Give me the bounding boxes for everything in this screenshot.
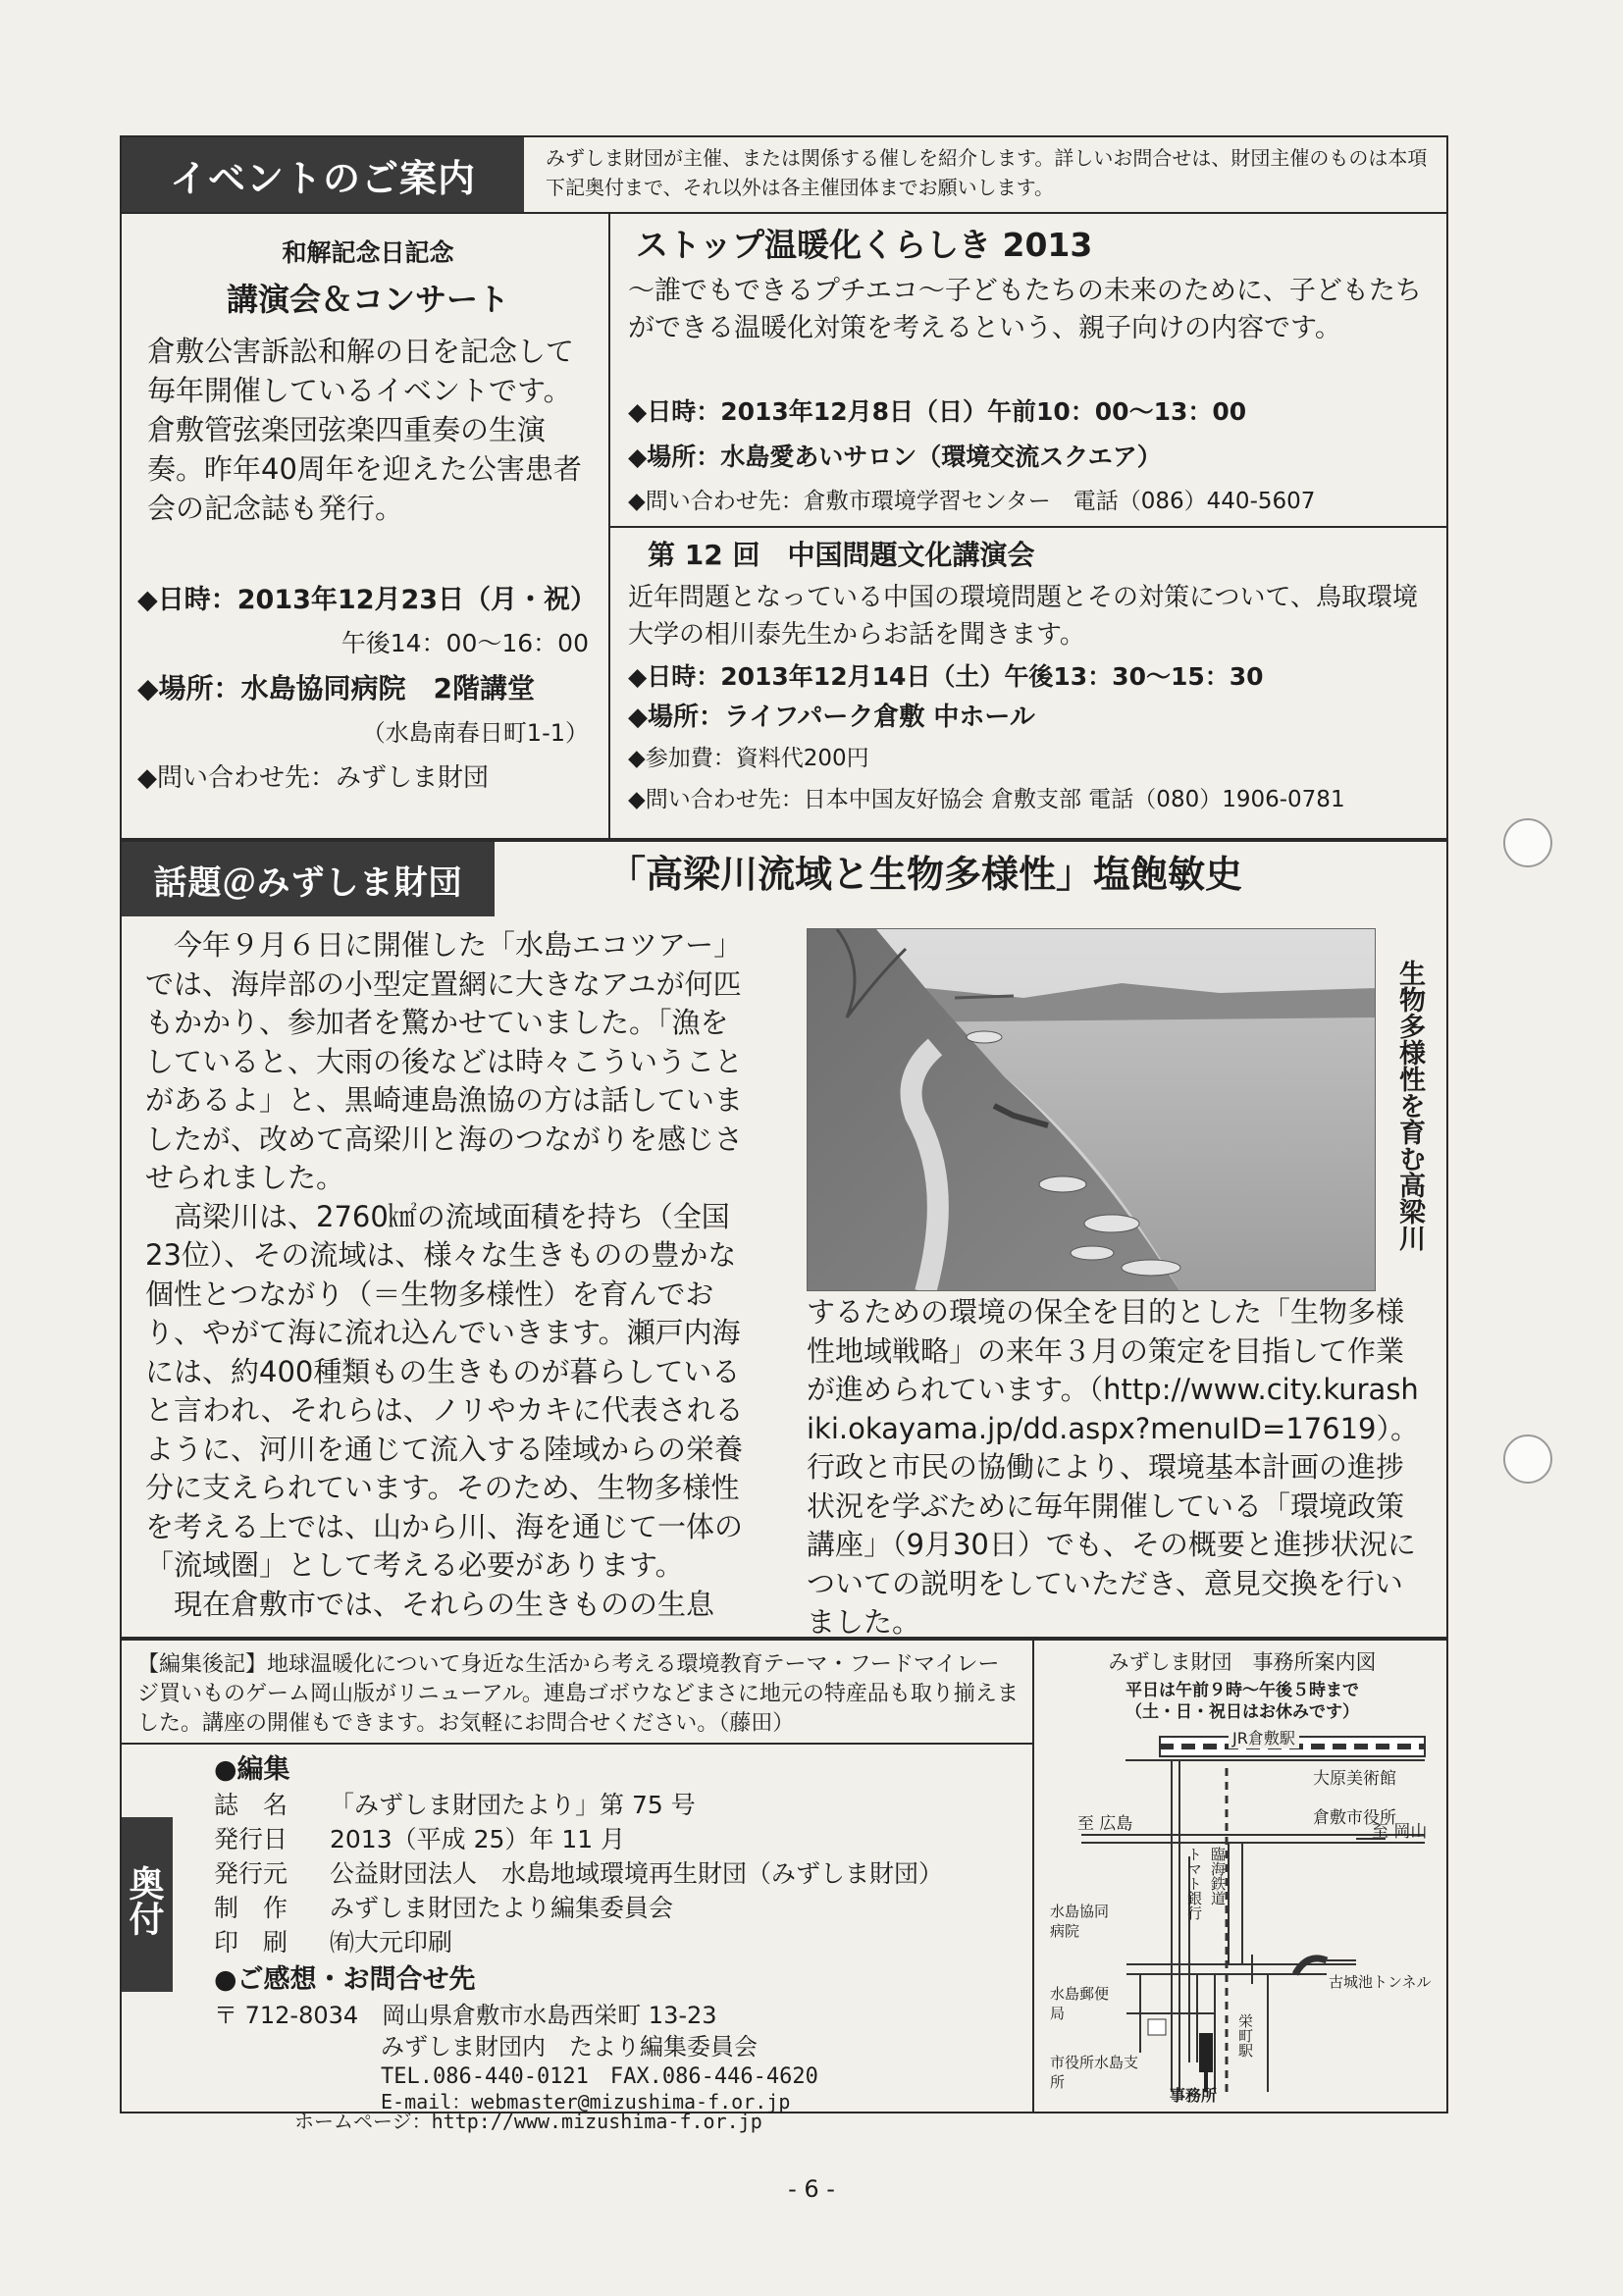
- colophon-key: 発行元: [214, 1859, 288, 1888]
- colophon-address2: みずしま財団内 たより編集委員会: [381, 2033, 758, 2061]
- colophon-value: 「みずしま財団たより」第 75 号: [330, 1791, 696, 1819]
- colophon-row: [214, 1891, 1028, 1925]
- office-map: [1042, 1729, 1444, 2110]
- colophon-row: [214, 1856, 1028, 1891]
- map-branch-label: 市役所水島支所: [1050, 2054, 1139, 2091]
- event-left-contact: ◆問い合わせ先：みずしま財団: [137, 763, 489, 793]
- map-hospital-label: 水島協同病院: [1050, 1903, 1110, 1940]
- event-china-contact: ◆問い合わせ先：日本中国友好協会 倉敷支部 電話（080）1906-0781: [628, 787, 1345, 812]
- colophon-row: [214, 1788, 1028, 1822]
- map-title: みずしま財団 事務所案内図: [1108, 1650, 1377, 1674]
- punch-hole: [1503, 818, 1552, 867]
- events-banner: イベントのご案内: [122, 137, 524, 212]
- photo-caption: 生物多様性を育む高梁川: [1394, 960, 1425, 1251]
- map-station-label: JR倉敷駅: [1229, 1729, 1299, 1748]
- event-stop-contact: ◆問い合わせ先：倉敷市環境学習センター 電話（086）440-5607: [628, 489, 1316, 514]
- event-left-address: （水島南春日町1-1）: [361, 719, 589, 747]
- event-stop-title: ストップ温暖化くらしき 2013: [636, 226, 1093, 264]
- colophon-value: みずしま財団たより編集委員会: [330, 1894, 674, 1922]
- event-china-title: 第 12 回 中国問題文化講演会: [648, 539, 1035, 571]
- map-railway-label: 臨海鉄道: [1209, 1847, 1227, 1905]
- map-cityhall-label: 倉敷市役所: [1313, 1808, 1396, 1828]
- map-hours: 平日は午前９時～午後５時まで: [1126, 1681, 1359, 1700]
- events-intro: みずしま財団が主催、または関係する催しを紹介します。詳しいお問合せは、財団主催のものは本項下記奥付まで、それ以外は各主催団体までお願いします。: [546, 146, 1428, 199]
- editor-note: 【編集後記】地球温暖化について身近な生活から考える環境教育テーマ・フードマイレージ買いものゲーム岡山版がリニューアル。連島ゴボウなどまさに地元の特産品も取り揃えました。講座の開催もできます。お気軽にお問合せください。（藤田）: [137, 1652, 1019, 1736]
- map-kofuruike-label: 古城池トンネル: [1329, 1973, 1432, 1991]
- colophon-value: 2013（平成 25）年 11 月: [330, 1825, 626, 1853]
- colophon-address1: 〒 712-8034 岡山県倉敷市水島西栄町 13-23: [214, 2002, 717, 2029]
- map-tomato-label: トマト銀行: [1185, 1847, 1203, 1920]
- event-left-date: ◆日時：2013年12月23日（月・祝）: [137, 585, 598, 615]
- topic-title: 「高梁川流域と生物多様性」塩飽敏史: [608, 853, 1243, 896]
- event-left-body: 倉敷公害訴訟和解の日を記念して毎年開催しているイベントです。倉敷管弦楽団弦楽四重奏の生演奏。昨年40周年を迎えた公害患者会の記念誌も発行。: [147, 335, 582, 525]
- colophon-key: 誌 名: [214, 1791, 288, 1819]
- colophon-key: 制 作: [214, 1894, 288, 1922]
- event-china-date: ◆日時：2013年12月14日（土）午後13：30～15：30: [628, 662, 1264, 691]
- event-stop-place: ◆場所：水島愛あいサロン（環境交流スクエア）: [628, 443, 1162, 471]
- topic-banner: 話題＠みずしま財団: [122, 842, 495, 916]
- colophon-row: [214, 1822, 1028, 1856]
- colophon-key: 発行日: [214, 1825, 288, 1853]
- event-stop-date: ◆日時：2013年12月8日（日）午前10：00～13：00: [628, 397, 1247, 426]
- colophon-row: [214, 1925, 1028, 1959]
- topic-left-body: 今年９月６日に開催した「水島エコツアー」では、海岸部の小型定置網に大きなアユが何匹もかかり、参加者を驚かせていました。「漁をしていると、大雨の後などは時々こういうことがあるよ」と、黒崎連島漁協の方は話していましたが、改めて高梁川と海のつながりを感じさせられました。 高梁川は、2760㎢の流域面積を持ち（全国23位）、その流域は、様々な生きものの豊かな個性とつながり（＝生物多様性）を育んでおり、やがて海に流れ込んでいきます。瀬戸内海には、約400種類もの生きものが暮らしていると言われ、それらは、ノリやカキに代表されるように、河川を通じて流入する陸域からの栄養分に支えられています。そのため、生物多様性を考える上では、山から川、海を通じて一体の「流域圏」として考える必要があります。 現在倉敷市では、それらの生きものの生息: [145, 928, 744, 1621]
- river-photo: [807, 928, 1376, 1291]
- event-china-fee: ◆参加費：資料代200円: [628, 746, 869, 771]
- event-left-title: 講演会＆コンサート: [226, 281, 509, 318]
- colophon-homepage: ホームページ：http://www.mizushima-f.or.jp: [294, 2110, 762, 2133]
- topic-right-body: するための環境の保全を目的とした「生物多様性地域戦略」の来年３月の策定を目指して作業が進められています。（http://www.city.kurashiki.okayama.jp/dd.aspx?menuID=17619）。行政と市民の協働により、環境基本計画の進捗状況を学ぶために毎年開催している「環境政策講座」（9月30日）でも、その概要と進捗状況についての説明をしていただき、意見交換を行いました。: [807, 1295, 1419, 1639]
- event-left-time: 午後14：00～16：00: [340, 629, 589, 657]
- page-number: - 6 -: [788, 2175, 835, 2203]
- event-left-place: ◆場所：水島協同病院 2階講堂: [137, 672, 536, 704]
- colophon-value: ㈲大元印刷: [330, 1928, 453, 1957]
- event-china-body: 近年問題となっている中国の環境問題とその対策について、鳥取環境大学の相川泰先生からお話を聞きます。: [628, 583, 1418, 650]
- map-office-label: 事務所: [1170, 2086, 1218, 2105]
- event-china-place: ◆場所：ライフパーク倉敷 中ホール: [628, 703, 1035, 732]
- map-to-okayama-label: 至 岡山: [1372, 1822, 1428, 1842]
- map-museum-label: 大原美術館: [1313, 1769, 1396, 1789]
- colophon-rows: [214, 1788, 1028, 1959]
- river-photo-svg: [808, 929, 1376, 1291]
- colophon-tab-label: 奥付: [124, 1865, 164, 1936]
- punch-hole: [1503, 1435, 1552, 1484]
- colophon-email: E-mail：webmaster@mizushima-f.or.jp: [381, 2090, 791, 2113]
- map-sakaemachi-label: 栄町駅: [1236, 2013, 1254, 2058]
- map-to-hiroshima-label: 至 広島: [1077, 1814, 1133, 1834]
- colophon-edit-head: ●編集: [214, 1754, 290, 1785]
- event-left-subtitle: 和解記念日記念: [282, 238, 454, 267]
- colophon-key: 印 刷: [214, 1928, 288, 1957]
- map-post-label: 水島郵便局: [1050, 1985, 1110, 2022]
- colophon-value: 公益財団法人 水島地域環境再生財団（みずしま財団）: [330, 1859, 944, 1888]
- colophon-contact-head: ●ご感想・お問合せ先: [214, 1964, 476, 1995]
- event-stop-body: ～誰でもできるプチエコ～子どもたちの未来のために、子どもたちができる温暖化対策を考えるという、親子向けの内容です。: [628, 276, 1422, 343]
- map-closed: （土・日・祝日はお休みです）: [1126, 1702, 1359, 1722]
- colophon-tel: TEL.086-440-0121 FAX.086-446-4620: [381, 2064, 818, 2089]
